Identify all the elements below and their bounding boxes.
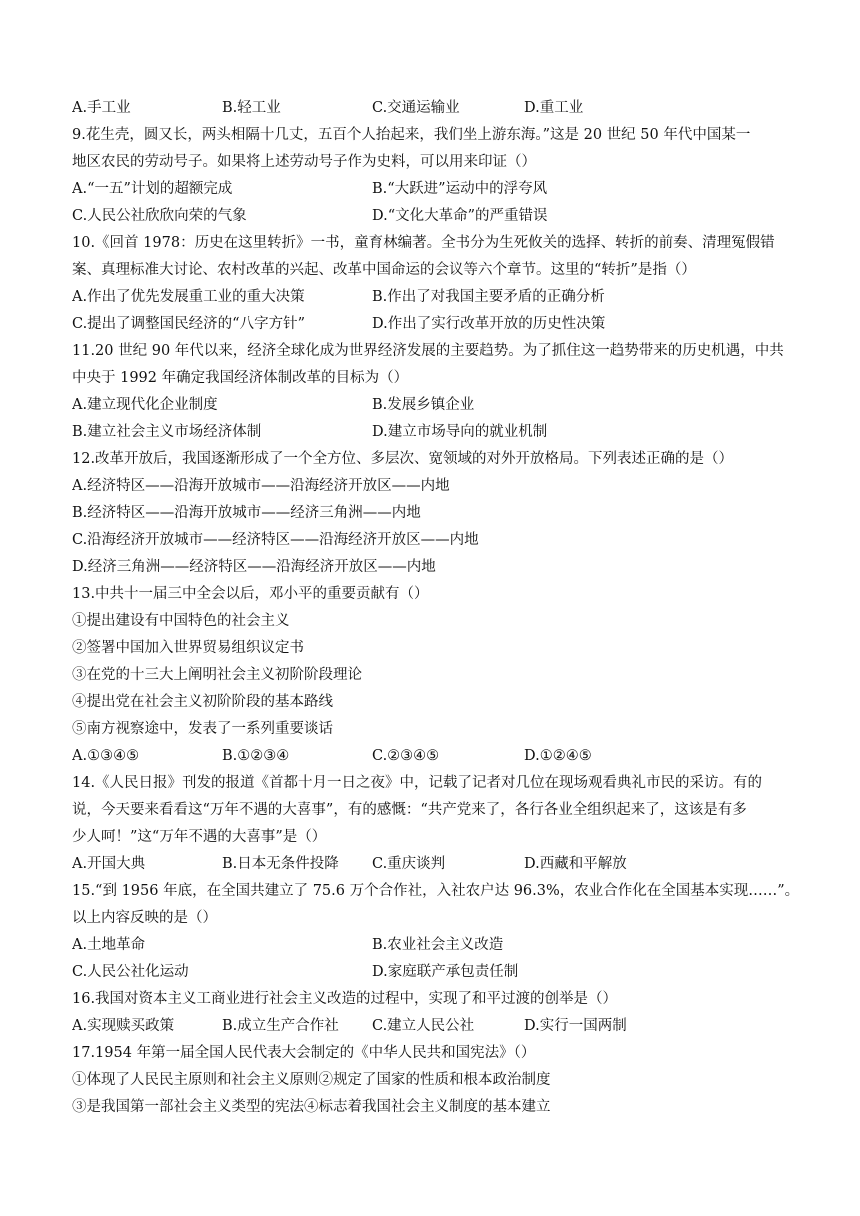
option-c: C.沿海经济开放城市——经济特区——沿海经济开放区——内地 xyxy=(72,532,479,548)
option-a: A.“一五”计划的超额完成 xyxy=(72,181,233,197)
question-15-options-row-1 xyxy=(72,932,802,959)
question-11-stem-line-2: 中央于 1992 年确定我国经济体制改革的目标为（） xyxy=(72,370,409,386)
option-a: A.土地革命 xyxy=(72,937,146,953)
option-c: C.交通运输业 xyxy=(372,100,460,116)
option-d: D.“文化大革命”的严重错误 xyxy=(372,208,548,224)
question-15-stem-line-1: 15.“到 1956 年底，在全国共建立了 75.6 万个合作社，入社农户达 96.3%，农业合作化在全国基本实现……”。 xyxy=(72,883,800,899)
option-d: D.建立市场导向的就业机制 xyxy=(372,424,548,440)
option-b: B.经济特区——沿海开放城市——经济三角洲——内地 xyxy=(72,505,421,521)
question-12-stem: 12.改革开放后，我国逐渐形成了一个全方位、多层次、宽领域的对外开放格局。下列表述正确的是（） xyxy=(72,451,734,467)
option-a: A.手工业 xyxy=(72,100,131,116)
option-d: D.重工业 xyxy=(524,100,584,116)
statement-item: ③在党的十三大上阐明社会主义初阶阶段理论 xyxy=(72,667,362,683)
statement-item: ②签署中国加入世界贸易组织议定书 xyxy=(72,640,304,656)
option-c: C.②③④⑤ xyxy=(372,748,440,764)
statement-item: ①提出建设有中国特色的社会主义 xyxy=(72,613,290,629)
question-14-options xyxy=(72,851,802,878)
statement-item: ⑤南方视察途中，发表了一系列重要谈话 xyxy=(72,721,333,737)
question-9-options-row-2 xyxy=(72,203,802,230)
option-d: D.经济三角洲——经济特区——沿海经济开放区——内地 xyxy=(72,559,436,575)
option-b: B.轻工业 xyxy=(222,100,281,116)
option-a: A.经济特区——沿海开放城市——沿海经济开放区——内地 xyxy=(72,478,450,494)
option-c: C.重庆谈判 xyxy=(372,856,446,872)
option-a: A.开国大典 xyxy=(72,856,146,872)
option-b: B.农业社会主义改造 xyxy=(372,937,504,953)
question-11-options-row-2 xyxy=(72,419,802,446)
question-14-stem-line-3: 少人呵！”这“万年不遇的大喜事”是（） xyxy=(72,829,327,845)
option-b: B.发展乡镇企业 xyxy=(372,397,475,413)
question-8-options xyxy=(72,95,802,122)
option-c: C.建立人民公社 xyxy=(372,1018,475,1034)
option-d: D.家庭联产承包责任制 xyxy=(372,964,519,980)
option-b: B.成立生产合作社 xyxy=(222,1018,339,1034)
question-11-stem-line-1: 11.20 世纪 90 年代以来，经济全球化成为世界经济发展的主要趋势。为了抓住这一趋势带来的历史机遇，中共 xyxy=(72,343,784,359)
statement-item: ①体现了人民民主原则和社会主义原则②规定了国家的性质和根本政治制度 xyxy=(72,1072,551,1088)
option-b: B.①②③④ xyxy=(222,748,290,764)
question-14-stem-line-2: 说，今天要来看看这“万年不遇的大喜事”，有的感慨：“共产党来了，各行各业全组织起来了，这该是有多 xyxy=(72,802,747,818)
option-a: A.作出了优先发展重工业的重大决策 xyxy=(72,289,305,305)
option-c: C.人民公社欣欣向荣的气象 xyxy=(72,208,247,224)
option-a: A.①③④⑤ xyxy=(72,748,140,764)
question-10-stem-line-1: 10.《回首 1978：历史在这里转折》一书，童育林编著。全书分为生死攸关的选择、转折的前奏、清理冤假错 xyxy=(72,235,775,251)
option-b: B.作出了对我国主要矛盾的正确分析 xyxy=(372,289,605,305)
option-c: C.提出了调整国民经济的“八字方针” xyxy=(72,316,306,332)
statement-item: ③是我国第一部社会主义类型的宪法④标志着我国社会主义制度的基本建立 xyxy=(72,1099,551,1115)
option-d: D.作出了实行改革开放的历史性决策 xyxy=(372,316,606,332)
option-b: B.日本无条件投降 xyxy=(222,856,339,872)
option-c: B.建立社会主义市场经济体制 xyxy=(72,424,262,440)
question-15-options-row-2 xyxy=(72,959,802,986)
option-a: A.建立现代化企业制度 xyxy=(72,397,218,413)
exam-page xyxy=(72,95,802,1121)
question-9-options-row-1 xyxy=(72,176,802,203)
option-b: B.“大跃进”运动中的浮夸风 xyxy=(372,181,548,197)
question-16-stem: 16.我国对资本主义工商业进行社会主义改造的过程中，实现了和平过渡的创举是（） xyxy=(72,991,618,1007)
question-10-stem-line-2: 案、真理标准大讨论、农村改革的兴起、改革中国命运的会议等六个章节。这里的“转折”是指（） xyxy=(72,262,696,278)
question-16-options xyxy=(72,1013,802,1040)
option-d: D.①②④⑤ xyxy=(524,748,592,764)
question-9-stem-line-2: 地区农民的劳动号子。如果将上述劳动号子作为史料，可以用来印证（） xyxy=(72,154,536,170)
question-14-stem-line-1: 14.《人民日报》刊发的报道《首都十月一日之夜》中，记载了记者对几位在现场观看典礼市民的采访。有的 xyxy=(72,775,763,791)
question-10-options-row-2 xyxy=(72,311,802,338)
option-d: D.实行一国两制 xyxy=(524,1018,627,1034)
question-10-options-row-1 xyxy=(72,284,802,311)
question-15-stem-line-2: 以上内容反映的是（） xyxy=(72,910,217,926)
question-9-stem-line-1: 9.花生壳，圆又长，两头相隔十几丈，五百个人抬起来，我们坐上游东海。”这是 20 世纪 50 年代中国某一 xyxy=(72,127,751,143)
option-c: C.人民公社化运动 xyxy=(72,964,189,980)
question-13-stem: 13.中共十一届三中全会以后，邓小平的重要贡献有（） xyxy=(72,586,429,602)
option-a: A.实现赎买政策 xyxy=(72,1018,175,1034)
question-13-options xyxy=(72,743,802,770)
question-17-stem: 17.1954 年第一届全国人民代表大会制定的《中华人民共和国宪法》（） xyxy=(72,1045,536,1061)
statement-item: ④提出党在社会主义初阶阶段的基本路线 xyxy=(72,694,333,710)
question-11-options-row-1 xyxy=(72,392,802,419)
option-d: D.西藏和平解放 xyxy=(524,856,627,872)
